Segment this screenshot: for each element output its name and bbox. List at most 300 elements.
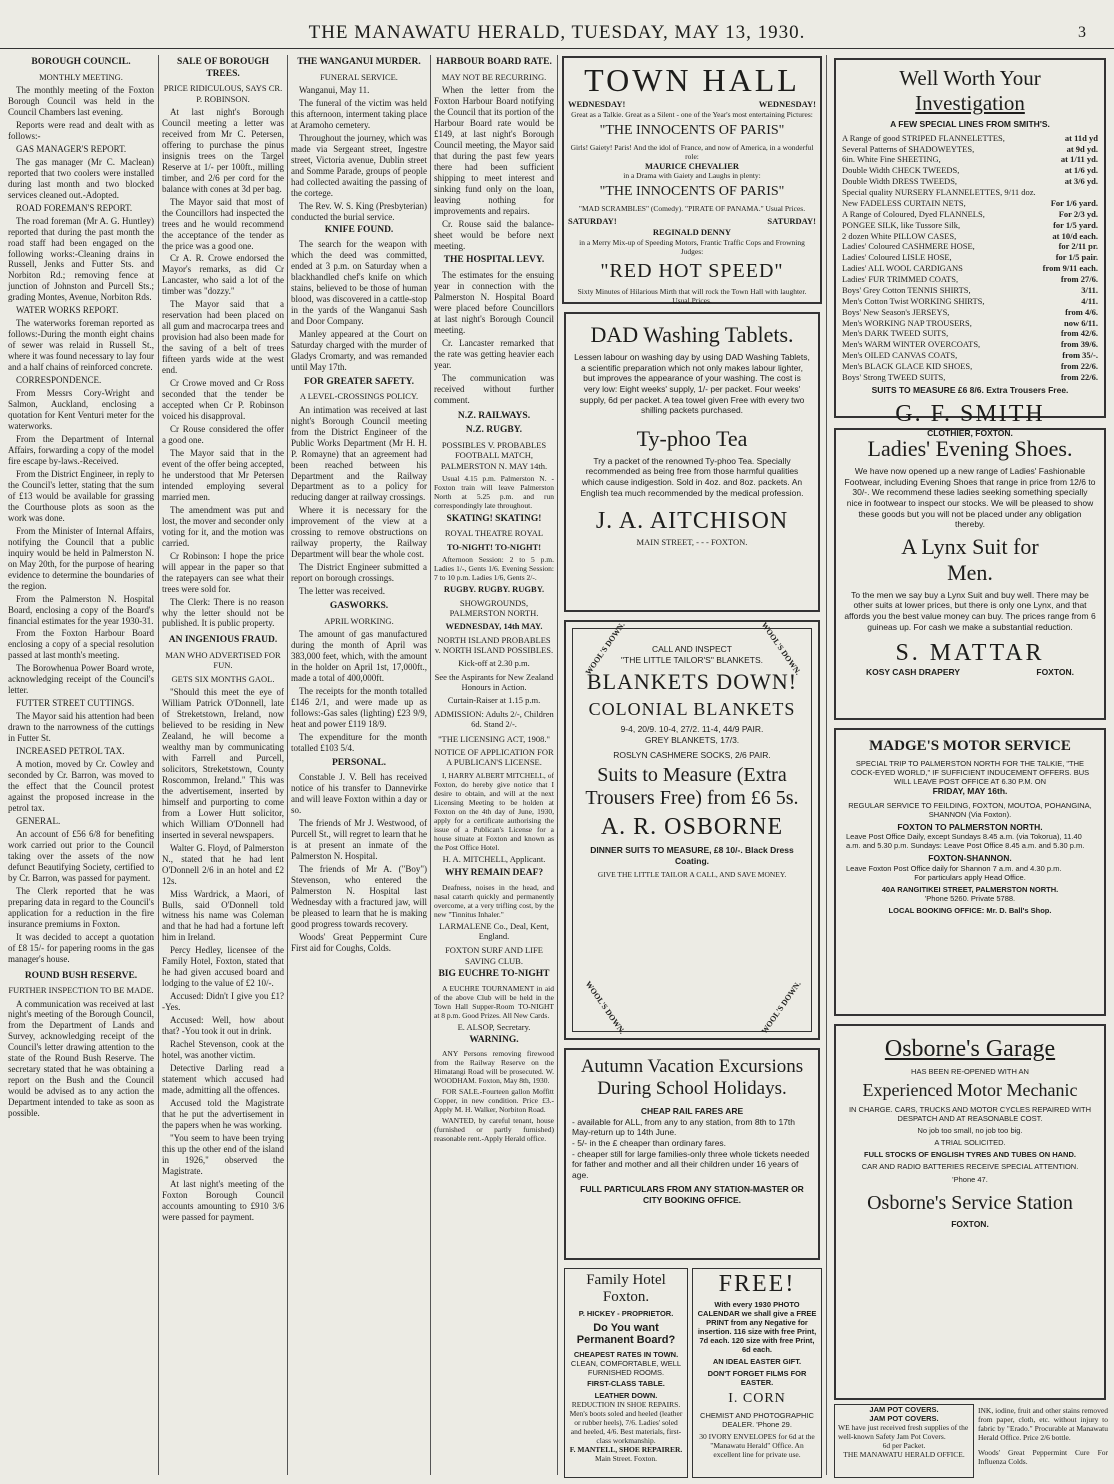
fares-footer: FULL PARTICULARS FROM ANY STATION-MASTER OR CITY BOOKING OFFICE. [580,1184,804,1205]
paragraph: The Clerk: There is no reason why the letter should not be published. It is public property. [162,596,284,629]
saturday-row [564,216,820,227]
family-hotel-ad [564,1268,688,1478]
item-name: 6in. White Fine SHEETING, [842,154,941,165]
fares-bullet: - cheaper still for large families-only three whole tickets needed for father and mother and all their children under 16 years of age. [572,1148,810,1180]
dinner-suits: DINNER SUITS TO MEASURE, £8 10/-. Black Dress Coating. [590,845,794,866]
paragraph: GAS MANAGER'S REPORT. [16,143,127,154]
paragraph: The amendment was put and lost, the mover and seconder only voting for it, and the motion was carried. [162,504,284,548]
merchant-name: J. A. AITCHISON [595,508,789,535]
article-heading: HARBOUR BOARD RATE. [436,57,552,67]
madge-route-text: Leave Post Office Daily, except Sundays 8.45 a.m. (via Tokorua), 11.40 a.m. and 5.30 p.m. Sundays: Leave Post Office 8.45 a.m. and 5.30 p.m. [846,832,1085,851]
paragraph: GENERAL. [16,815,61,826]
article-heading: FOR GREATER SAFETY. [303,376,415,387]
paragraph: "You seem to have been trying this up the other end of the island in 1926," observed the Magistrate. [162,1132,284,1176]
rugby-banner: RUGBY. RUGBY. RUGBY. [443,584,545,595]
fares-heading: CHEAP RAIL FARES ARE [640,1106,744,1116]
paragraph: The friends of Mr A. ("Boy") Stevenson, who entered the Palmerston N. Hospital last Wednesday with a fractured jaw, will be pleased to learn that he is making good progress towards recovery. [291,864,427,929]
article-subheading: FUNERAL SERVICE. [320,71,398,82]
ink-notice [978,1406,1108,1478]
lynx-title: A Lynx Suit for Men. [901,533,1039,585]
mattar-subheading: KOSY CASH DRAPERY [866,667,960,678]
paragraph: The District Engineer submitted a report on borough crossings. [291,562,427,584]
blurb-text: in a Drama with Gaiety and Laughs in plenty: [623,171,761,181]
lynx-text: To the men we say buy a Lynx Suit and buy well. There may be other suits at lower prices, but there is only one Lynx, and that affords you the best value money can buy. The prices range from 6 guineas up. For cash we make a substantial reduction. [844,589,1096,632]
paragraph: It was decided to accept a quotation of £8 15/- for papering rooms in the gas manager's house. [8,931,154,964]
paragraph: Cr Crowe moved and Cr Ross seconded that the tender be accepted when Cr P. Robinson voiced his disapproval. [162,378,284,422]
licensing-signature: H. A. MITCHELL, Applicant. [442,853,546,864]
paragraph: "Should this meet the eye of William Patrick O'Donnell, late of Streketstown, Ireland, now believed to be residing in New Zealand, he will become a wealthy man by communicating with Farrell and Purcell, solicitors, Streketstown, County Roscommon, Ireland." This was the advertisement, inserted by himself and purporting to come from a Lower Hutt solicitor, which William O'Donnell had inserted in several newspapers. [162,687,284,840]
item-price: now 6/11. [1063,317,1098,328]
item-name: Double Width DRESS TWEEDS, [842,176,958,187]
column-rule [158,55,159,1475]
paragraph: Cr Rouse considered the offer a good one. [162,424,284,445]
item-price: For 1/6 yard. [1050,197,1098,208]
paragraph: Accused told the Magistrate that he put the advertisement in the papers when he was working. [162,1097,284,1130]
column-rule [287,55,288,1475]
paragraph: The letter was received. [299,586,385,597]
blurb-text: in a Merry Mix-up of Speeding Motors, Frantic Traffic Cops and Frowning Judges: [579,237,805,256]
paragraph: The monthly meeting of the Foxton Borough Council was held in the Council Chambers last evening. [8,84,154,117]
price-list-item [842,372,1098,383]
paragraph: Cr A. R. Crowe endorsed the Mayor's remarks, as did Cr Lancaster, who said a lot of the timber was "dozzy." [162,253,284,297]
repairer-name: F. MANTELL, SHOE REPAIRER. [569,1445,683,1454]
blurb-text: Girls! Gaiety! Paris! And the idol of France, and now of America, in a wonderful role: [570,142,814,161]
jam-heading: JAM POT COVERS. [869,1405,939,1414]
day-label: SATURDAY! [767,216,816,227]
surf-club-heading: FOXTON SURF AND LIFE SAVING CLUB. [445,945,543,966]
garage-title: Osborne's Garage [884,1036,1056,1062]
masthead-rule [0,48,1114,49]
price-list-item [842,285,1098,296]
rugby-venue: SHOWGROUNDS, PALMERSTON NORTH. [449,597,539,618]
item-name: Men's Cotton Twist WORKING SHIRTS, [842,295,985,306]
column-wanganui-murder [291,55,427,1480]
item-name: Ladies' FUR TRIMMED COATS, [842,274,959,284]
euchre-text: A EUCHRE TOURNAMENT in aid of the above Club will be held in the Town Hall Supper-Room TO-NIGHT at 8 p.m. Good Prizes. All New Cards. [434,983,554,1020]
paragraph: From the Palmerston N. Hospital Board, enclosing a copy of the Board's financial estimates for the year 1930-31. [8,593,154,626]
hotel-rates: CHEAPEST RATES IN TOWN. [573,1350,679,1359]
paragraph: Detective Darling read a statement which accused had made, admitting all the offences. [162,1063,284,1095]
films-text: DON'T FORGET FILMS FOR EASTER. [707,1369,807,1387]
licensing-subheading: NOTICE OF APPLICATION FOR A PUBLICAN'S LICENSE. [434,746,554,768]
hotel-rooms: CLEAN, COMFORTABLE, WELL FURNISHED ROOMS. [570,1359,682,1377]
paragraph: The Mayor said that in the event of the offer being accepted, he understood that Mr Petersen intended employing several married men. [162,447,284,502]
paragraph: The amount of gas manufactured during the month of April was 383,000 feet, which, with the amount in the holder on April 1st, 17,000ft., made a total of 400,000ft. [291,629,427,683]
paragraph: Throughout the journey, which was made via Sergeant street, Ingestre street, Victoria avenue, Dublin street and Somme Parade, groups of people had collected awaiting the passing of the cortege. [291,132,427,198]
smith-suits: SUITS TO MEASURE £6 8/6. Extra Trousers Free. [871,384,1069,395]
paragraph: The estimates for the ensuing year in connection with the Palmerston N. Hospital Board were placed before Councillors at last night's Borough Council meeting. [434,270,554,335]
column-rule [826,55,827,1475]
colonial-title: COLONIAL BLANKETS [588,699,796,720]
item-name: Men's WARM WINTER OVERCOATS, [842,339,981,350]
smith-title: Investigation [915,91,1025,115]
item-price: for 1/5 pair. [1055,252,1098,263]
film-title: "RED HOT SPEED" [600,259,784,282]
deaf-signature: LARMALENE Co., Deal, Kent, England. [439,920,549,941]
price-list-item [842,296,1098,307]
price-list-item [842,350,1098,361]
paragraph: INCREASED PETROL TAX. [16,746,125,757]
item-name: Ladies' Coloured LISLE HOSE, [842,252,952,263]
ad-title: DAD Washing Tablets. [590,322,794,347]
rugby-date: WEDNESDAY, 14th MAY. [445,621,543,632]
rugby-heading: N.Z. RUGBY. [465,425,523,436]
fares-bullet: - 5/- in the £ cheaper than ordinary fares. [572,1137,727,1148]
paragraph: The funeral of the victim was held this afternoon, interment taking place at Aramoho cemetery. [291,97,427,130]
paragraph: A communication was received at last night's meeting of the Borough Council, from the Department of Lands and Survey, acknowledging receipt of the Council's letter drawing attention to the state of the Round Bush Reserve. The secretary stated that he was obtaining a report on the Bush and the Council would be advised as to any action the Department intended to take as soon as possible. [8,998,154,1119]
licensing-text: I, HARRY ALBERT MITCHELL, of Foxton, do hereby give notice that I desire to obtain, and will at the next Licensing Meeting to be holden at Foxton on the 4th day of June, 1930, apply for a certificate authorising the issue of a Publican's License for a house situate at Foxton and known as the Post Office Hotel. [434,770,554,852]
item-name: Ladies' Coloured CASHMERE HOSE, [842,241,975,252]
item-price: For 2/3 yd. [1058,208,1098,219]
price-list-item [842,133,1098,144]
call-text: CALL AND INSPECT [652,644,732,654]
madge-title: MADGE'S MOTOR SERVICE [869,738,1071,754]
item-price: at 11d yd [1064,132,1098,143]
paragraph: Woods' Great Peppermint Cure First aid for Coughs, Colds. [291,931,427,953]
madge-trip-date: FRIDAY, MAY 16th. [932,786,1008,796]
skating-heading: SKATING! SKATING! [446,513,542,524]
column-rule [557,55,558,1475]
jam-price: 6d per Packet. [882,1441,926,1450]
grey-blankets: GREY BLANKETS, 17/3. [644,734,740,745]
jam-text: WE have just received fresh supplies of the well-known Safety Jam Pot Covers. [838,1423,969,1441]
rugby-aspirants: See the Aspirants for New Zealand Honours in Action. [434,671,554,693]
item-price: from 22/6. [1060,371,1098,382]
garage-line: No job too small, no job too big. [917,1126,1023,1135]
madge-booking: LOCAL BOOKING OFFICE: Mr. D. Ball's Shop. [888,905,1052,915]
easter-gift: AN IDEAL EASTER GIFT. [712,1357,802,1366]
tailor-text: "THE LITTLE TAILOR'S" BLANKETS. [621,654,763,665]
smith-clothier-ad [834,58,1106,439]
price-list-item [842,176,1098,187]
ink-footer: Woods' Great Peppermint Cure For Influenza Colds. [978,1448,1108,1466]
paragraph: A motion, moved by Cr. Cowley and seconded by Cr. Barron, was moved to the effect that the Council protest against the proposed increase in the petrol tax. [8,759,154,813]
article-body [8,85,154,965]
paragraph: The friends of Mr J. Westwood, of Purcell St., will regret to learn that he is at present an inmate of the Palmerston N. Hospital. [291,818,427,862]
garage-line: HAS BEEN RE-OPENED WITH AN [911,1067,1029,1076]
newspaper-title: THE MANAWATU HERALD, TUESDAY, MAY 13, 1930. [308,22,806,43]
deaf-heading: WHY REMAIN DEAF? [444,867,544,878]
paragraph: An account of £56 6/8 for benefiting work carried out prior to the Council taking over the assets of the now defunct Beautifying Society, certified to by Cr. Barron, was passed for payment. [8,828,154,883]
price-list-item [842,318,1098,329]
paragraph: Cr. Lancaster remarked that the rate was getting heavier each year. [434,337,554,370]
ad-title: Ty-phoo Tea [636,425,748,451]
for-sale-text: FOR SALE.-Fourteen gallon Moffitt Copper, in new condition. Price £3.-Apply M. H. Walker, Norbiton Road. [434,1087,554,1115]
article-subheading: GETS SIX MONTHS GAOL. [171,673,275,684]
item-price: from 9/11 each. [1042,263,1098,274]
column-borough-council [8,55,154,1480]
paragraph: From the Department of Internal Affairs, forwarding a copy of the model fire escape by-laws.-Received. [8,434,154,466]
smith-address: CLOTHIER, FOXTON. [927,428,1013,439]
merchant-address: MAIN STREET, - - - FOXTON. [636,537,748,548]
price-list-item [842,263,1098,274]
madge-route-text: Leave Foxton Post Office daily for Shannon 7 a.m. and 4.30 p.m. [846,863,1062,873]
item-name: Several Patterns of SHADOWEYTES, [842,143,975,154]
paragraph: Constable J. V. Bell has received notice of his transfer to Dannevirke and will leave Foxton within a day or so. [291,772,427,816]
article-body [434,85,554,252]
warning-text: ANY Persons removing firewood from the Railway Reserve on the Himatangi Road will be prosecuted. W. WOODHAM. Foxton, May 8th, 1930. [434,1049,554,1086]
shoes-text: We have now opened up a new range of Ladies' Fashionable Footwear, including Evening Shoes that range in price from 12/6 to 30/-. We recommend these ladies seeking something specially nice in footwear to inspect our stocks. We will be pleased to show these goods but you will not be placed under any obligation thereby. [844,466,1096,530]
corner-text: WOOL'S DOWN. [583,620,627,677]
film-title: "THE INNOCENTS OF PARIS" [599,184,785,200]
hotel-title: Family Hotel Foxton. [586,1272,666,1305]
mattar-footer [836,667,1104,678]
article-heading: BOROUGH COUNCIL. [31,57,131,67]
page-number: 3 [1078,24,1086,41]
star-name: REGINALD DENNY [652,226,732,237]
paragraph: WATER WORKS REPORT. [16,305,119,316]
paragraph: The expenditure for the month totalled £103 5/4. [291,731,427,753]
rugby-curtain: Curtain-Raiser at 1.15 p.m. [447,695,541,706]
price-list-item [842,144,1098,155]
madge-regular-service: REGULAR SERVICE TO FEILDING, FOXTON, MOUTOA, POHANGINA, SHANNON (Via Foxton). [848,800,1092,819]
smith-title: Well Worth Your [899,66,1041,90]
excursions-title: Autumn Vacation Excursions During School Holidays. [580,1056,804,1099]
article-body [162,687,284,1223]
article-heading: THE HOSPITAL LEVY. [443,255,545,266]
column-harbour-board [434,55,554,1480]
corn-chemist-ad [692,1268,822,1478]
price-list-item [842,328,1098,339]
free-text: With every 1930 PHOTO CALENDAR we shall give a FREE PRINT from any Negative for insertion. 116 size with free Print, 7d each. 120 size with free Print, 6d each. [697,1300,817,1354]
ink-text: INK, iodine, fruit and other stains removed from paper, cloth, etc. without injury to fabric by "Erado." Procurable at Manawatu Herald Office. Price 2/6 bottle. [978,1406,1108,1442]
free-title: FREE! [718,1271,796,1297]
aitchison-ad [564,312,820,612]
euchre-heading: BIG EUCHRE TO-NIGHT [438,968,550,979]
item-price: at 3/6 yd. [1064,176,1098,187]
paragraph: Accused: Didn't I give you £1? -Yes. [162,991,284,1013]
film-title: "THE INNOCENTS OF PARIS" [599,122,785,138]
madge-route-heading: FOXTON-SHANNON. [928,853,1012,864]
paragraph: ROAD FOREMAN'S REPORT. [16,202,133,213]
blanket-prices: 9-4, 20/9. 10-4, 27/2. 11-4, 44/9 PAIR. [620,724,764,735]
item-price: for 2/11 pr. [1058,241,1098,252]
osborne-blankets-ad [564,620,820,1040]
day-label: WEDNESDAY! [758,99,816,109]
item-name: Ladies' ALL WOOL CARDIGANS [842,263,963,274]
corner-text: WOOL'S DOWN. [759,620,803,677]
item-price: 4/11. [1081,295,1098,306]
repair-heading: REDUCTION IN SHOE REPAIRS. [571,1400,681,1409]
corner-text: WOOL'S DOWN. [759,979,803,1036]
garage-line: CAR AND RADIO BATTERIES RECEIVE SPECIAL ATTENTION. [861,1162,1079,1171]
item-name: Men's BLACK GLACE KID SHOES, [842,361,973,371]
paragraph: At last night's meeting of the Foxton Borough Council accounts amounting to £910 3/6 were passed for payment. [162,1178,284,1222]
item-name: Boys' Strong TWEED SUITS, [842,371,946,382]
corner-text: WOOL'S DOWN. [583,979,627,1036]
wanted-text: WANTED, by careful tenant, house (furnished or partly furnished) reasonable rent.-Apply Herald office. [434,1116,554,1144]
paragraph: The waterworks foreman reported as follows:-During the month eight chains of sewer was relaid in Russell St., where it was found necessary to lay four and a half chains of reinforced concrete. [8,318,154,373]
price-list-item [842,339,1098,350]
suits-title: Suits to Measure (Extra Trousers Free) from £6 5s. [585,764,799,810]
garage-line: IN CHARGE. CARS, TRUCKS AND MOTOR CYCLES REPAIRED WITH DESPATCH AND AT REASONABLE COST. [848,1105,1092,1123]
price-list-item [842,274,1098,285]
rugby-match: NORTH ISLAND PROBABLES v. NORTH ISLAND POSSIBLES. [434,634,554,655]
price-list-item [842,165,1098,176]
paragraph: The search for the weapon with which the deed was committed, ended at 3 p.m. on Saturday when a blackhandled chef's knife on which stains, believed to be those of human blood, was discovered in a cattle-stop in the yards of the Wanganui Sash and Door Company. [291,239,427,326]
rugby-text: Usual 4.15 p.m. Palmerston N. - Foxton train will leave Palmerston North at 5.25 p.m. and run correspondingly late throughout. [434,473,554,510]
star-name: MAURICE CHEVALIER [644,160,740,171]
article-heading: THE WANGANUI MURDER. [297,57,421,67]
repairer-address: Main Street. Foxton. [594,1454,658,1463]
osborne-garage-ad [834,1024,1106,1400]
article-subheading: APRIL WORKING. [324,615,394,626]
article-body [291,405,427,597]
wednesday-row [564,99,820,110]
article-body [434,270,554,406]
paragraph: Cr. Rouse said the balance-sheet would be before next meeting. [434,218,554,251]
paragraph: From the Foxton Harbour Board enclosing a copy of a special resolution passed at last month's meeting. [8,628,154,661]
madge-special-trip: SPECIAL TRIP TO PALMERSTON NORTH FOR THE TALKIE, "THE COCK-EYED WORLD," IF SUFFICIENT INDUCEMENT OFFERS. BUS WILL LEAVE POST OFFICE AT 6.30 P.M. ON [850,759,1090,786]
envelopes-text: 30 IVORY ENVELOPES for 6d at the "Manawatu Herald" Office. An excellent line for private use. [699,1432,815,1459]
hotel-table: FIRST-CLASS TABLE. [587,1379,665,1388]
item-price: at 10/d each. [1052,230,1098,241]
item-name: Men's DARK TWEED SUITS, [842,328,949,339]
paragraph: Percy Hedley, licensee of the Family Hotel, Foxton, stated that he had given accused board and lodging to the value of £2 10/-. [162,945,284,989]
euchre-signature: E. ALSOP, Secretary. [457,1021,531,1032]
price-list-item [842,187,1098,198]
warning-heading: WARNING. [469,1034,519,1045]
paragraph: The Mayor said that most of the Councillors had inspected the trees and he would recommend the acceptance of the tender as the price was a good one. [162,196,284,251]
article-subheading: PRICE RIDICULOUS, SAYS CR. P. ROBINSON. [163,83,283,104]
madge-phone: 'Phone 5260. Private 5788. [924,893,1016,903]
paragraph: Reports were read and dealt with as follows:- [8,119,154,141]
socks-text: ROSLYN CASHMERE SOCKS, 2/6 PAIR. [613,749,771,760]
item-name: Men's OILED CANVAS COATS, [842,350,958,361]
column-borough-trees [162,55,284,1480]
price-list-item [842,154,1098,165]
paragraph: The road foreman (Mr A. G. Huntley) reported that during the past month the road staff had been engaged on the following works:-Cleaning drains in Russell, Jenks and Futter Sts. and Norbiton Rd.; removing fence at junction of Johnston and Purcell Sts.; grading Montes, Avenue, Norbiton Rds. [8,215,154,303]
price-list-item [842,307,1098,318]
article-subheading: FURTHER INSPECTION TO BE MADE. [8,985,154,996]
ad-text: Lessen labour on washing day by using DAD Washing Tablets, a scientific preparation which not only makes labour lighter, but improves the appearance of your washing. The cost is very low: Eight weeks' supply, 1/- per packet. Four weeks' supply, 6d per packet. A tea towel given Free with every two shilling packets purchased. [574,352,810,416]
footer-text: Sixty Minutes of Hilarious Mirth that will rock the Town Hall with laughter. Usual Prices. [577,286,807,305]
price-list-item [842,252,1098,263]
jam-heading: JAM POT COVERS. [869,1414,939,1423]
garage-line: FULL STOCKS OF ENGLISH TYRES AND TUBES ON HAND. [864,1150,1076,1159]
price-list-item [842,198,1098,209]
item-price: at 1/6 yd. [1064,165,1098,176]
fares-bullet: - available for ALL, from any to any station, from 8th to 17th May-return up to 14th June. [572,1116,796,1138]
item-name: A Range of good STRIPED FLANNELETTES, [842,132,1005,143]
deaf-text: Deafness, noises in the head, and nasal catarrh quickly and permanently overcome, at a very trifling cost, by the new "Tinnitus Inhaler." [434,882,554,919]
article-heading: SALE OF BOROUGH TREES. [176,57,270,79]
paragraph: Walter G. Floyd, of Palmerston N., stated that he had lent O'Donnell 2/6 in an hotel and £2 12s. [162,842,284,886]
paragraph: The Mayor said his attention had been drawn to the narrowness of the cuttings in Futter St. [8,711,154,744]
chemist-name: I. CORN [728,1391,786,1406]
article-body [291,629,427,754]
smith-name: G. F. SMITH [895,401,1045,428]
price-list-item [842,220,1098,231]
item-name: PONGEE SILK, like Tussore Silk, [842,219,961,230]
item-name: Men's WORKING NAP TROUSERS, [842,317,972,328]
item-price: from 22/6. [1060,361,1098,371]
paragraph: Rachel Stevenson, cook at the hotel, was another victim. [162,1039,284,1061]
item-name: 2 dozen White PILLOW CASES, [842,230,957,241]
item-price: from 35/-. [1062,350,1098,361]
item-name: Special quality NURSERY FLANNELETTES, 9/11 doz. [842,187,1036,197]
call-tailor: GIVE THE LITTLE TAILOR A CALL, AND SAVE MONEY. [597,870,787,880]
mattar-town: FOXTON. [1036,667,1074,678]
article-heading: GASWORKS. [329,601,389,612]
skating-venue: ROYAL THEATRE ROYAL [444,528,544,539]
chemist-desc: CHEMIST AND PHOTOGRAPHIC DEALER. 'Phone 29. [700,1411,814,1429]
paragraph: Manley appeared at the Court on Saturday charged with the murder of Gladys Cromarty, and was remanded until May 17th. [291,328,427,372]
ad-text: Try a packet of the renowned Ty-phoo Tea. Specially recommended as being free from those harmful qualities which cause indigestion. Sold in 4oz. and 8oz. packets. An English tea much recommended by the medical profession. [580,455,804,498]
paragraph: The receipts for the month totalled £146 2/1, and were made up as follows:-Gas sales (lighting) £23 9/9, heat and power £119 18/9. [291,685,427,729]
skating-night: TO-NIGHT! TO-NIGHT! [446,541,542,552]
paragraph: An intimation was received at last night's Borough Council meeting from the District Engineer of the Public Works Department (Mr H. H. P. Romayne) that an agreement had been reached between his Department and the Railway Department as to a policy for reducing danger at railway crossings. [291,404,427,503]
paragraph: CORRESPONDENCE. [16,375,102,386]
rugby-kickoff: Kick-off at 2.30 p.m. [458,658,530,669]
article-body [291,239,427,373]
article-body [291,85,427,223]
licensing-heading: "THE LICENSING ACT, 1908." [438,733,550,744]
paragraph: The Borowhenua Power Board wrote, acknowledging receipt of the Council's letter. [8,663,154,696]
item-price: 3/11. [1081,284,1098,295]
garage-mechanic: Experienced Motor Mechanic [862,1080,1078,1100]
paragraph: At last night's Borough Council meeting a letter was received from Mr C. Petersen, offering to purchase the pinus insignis trees on the Targel Reserve at 1/- per 100ft., milling timber, and 2/6 per cord for the balance with cones at 3d per bag. [162,106,284,194]
item-price: from 39/6. [1060,339,1098,350]
paragraph: The Clerk reported that he was preparing data in regard to the Council's application for a reduction in the fire insurance premiums in Foxton. [8,885,154,929]
excursions-ad [564,1048,820,1260]
mattar-name: S. MATTAR [895,640,1045,667]
paragraph: The Mayor said that a reservation had been placed on all gum and macrocarpa trees and provision had also been made for the saving of a belt of trees fifteen yards wide at the west end. [162,299,284,376]
town-hall-ad [562,56,822,304]
leather-heading: LEATHER DOWN. [594,1391,658,1400]
madge-particulars: For particulars apply Head Office. [914,872,1026,882]
price-list-item [842,209,1098,220]
masthead [0,0,1114,44]
shoes-title: Ladies' Evening Shoes. [867,436,1073,461]
price-list-item [842,241,1098,252]
madge-motor-ad [834,728,1106,1016]
article-body [291,772,427,954]
item-name: Boys' Grey Cotton TENNIS SHIRTS, [842,284,971,295]
hotel-proprietor: P. HICKEY - PROPRIETOR. [578,1309,674,1318]
item-name: Double Width CHECK TWEEDS, [842,165,960,176]
paragraph: From the Minister of Internal Affairs, notifying the Council that a public inquiry would be held in Palmerston N. on May 20th, for the purpose of hearing evidence to determine the boundaries of the region. [8,525,154,591]
item-price: for 1/5 yard. [1053,219,1098,230]
article-body [8,999,154,1120]
paragraph: Miss Wardrick, a Maori, of Bulls, said O'Donnell told witness his name was Coleman and that he had had a fortune left him in Ireland. [162,888,284,943]
blankets-title: BLANKETS DOWN! [586,669,798,695]
paragraph: Cr Robinson: I hope the price will appear in the paper so that the ratepayers can see what their trees were sold for. [162,550,284,594]
tailor-name: A. R. OSBORNE [600,814,784,841]
intro-text: Great as a Talkie. Great as a Silent - one of the Year's most entertaining Pictures: [571,109,813,119]
smith-price-list [836,133,1104,383]
item-price: at 1/11 yd. [1060,154,1098,165]
madge-route-heading: FOXTON TO PALMERSTON NORTH. [897,821,1043,832]
day-label: SATURDAY! [568,216,617,227]
item-price: from 42/6. [1060,328,1098,339]
price-list-item [842,231,1098,242]
item-name: New FADELESS CURTAIN NETS, [842,197,966,208]
rugby-subheading: POSSIBLES V. PROBABLES FOOTBALL MATCH, PALMERSTON N. MAY 14th. [440,439,548,471]
service-station-town: FOXTON. [951,1219,989,1229]
article-body [162,107,284,630]
article-subheading: A LEVEL-CROSSINGS POLICY. [299,391,419,402]
repair-text: Men's boots soled and heeled (leather or rubber heels), 7/6. Ladies' soled and heeled, 4/6. Best materials, first-class workmanship. [569,1409,683,1445]
article-heading: PERSONAL. [331,757,387,768]
mattar-drapery-ad [834,428,1106,720]
smith-subheading: A FEW SPECIAL LINES FROM SMITH'S. [890,119,1050,129]
item-price: at 9d yd. [1066,143,1098,154]
paragraph: The Rev. W. S. King (Presbyterian) conducted the burial service. [291,200,427,222]
item-price: from 27/6. [1060,274,1098,284]
item-name: Boys' New Season's JERSEYS, [842,306,950,317]
town-hall-title: TOWN HALL [584,62,800,98]
